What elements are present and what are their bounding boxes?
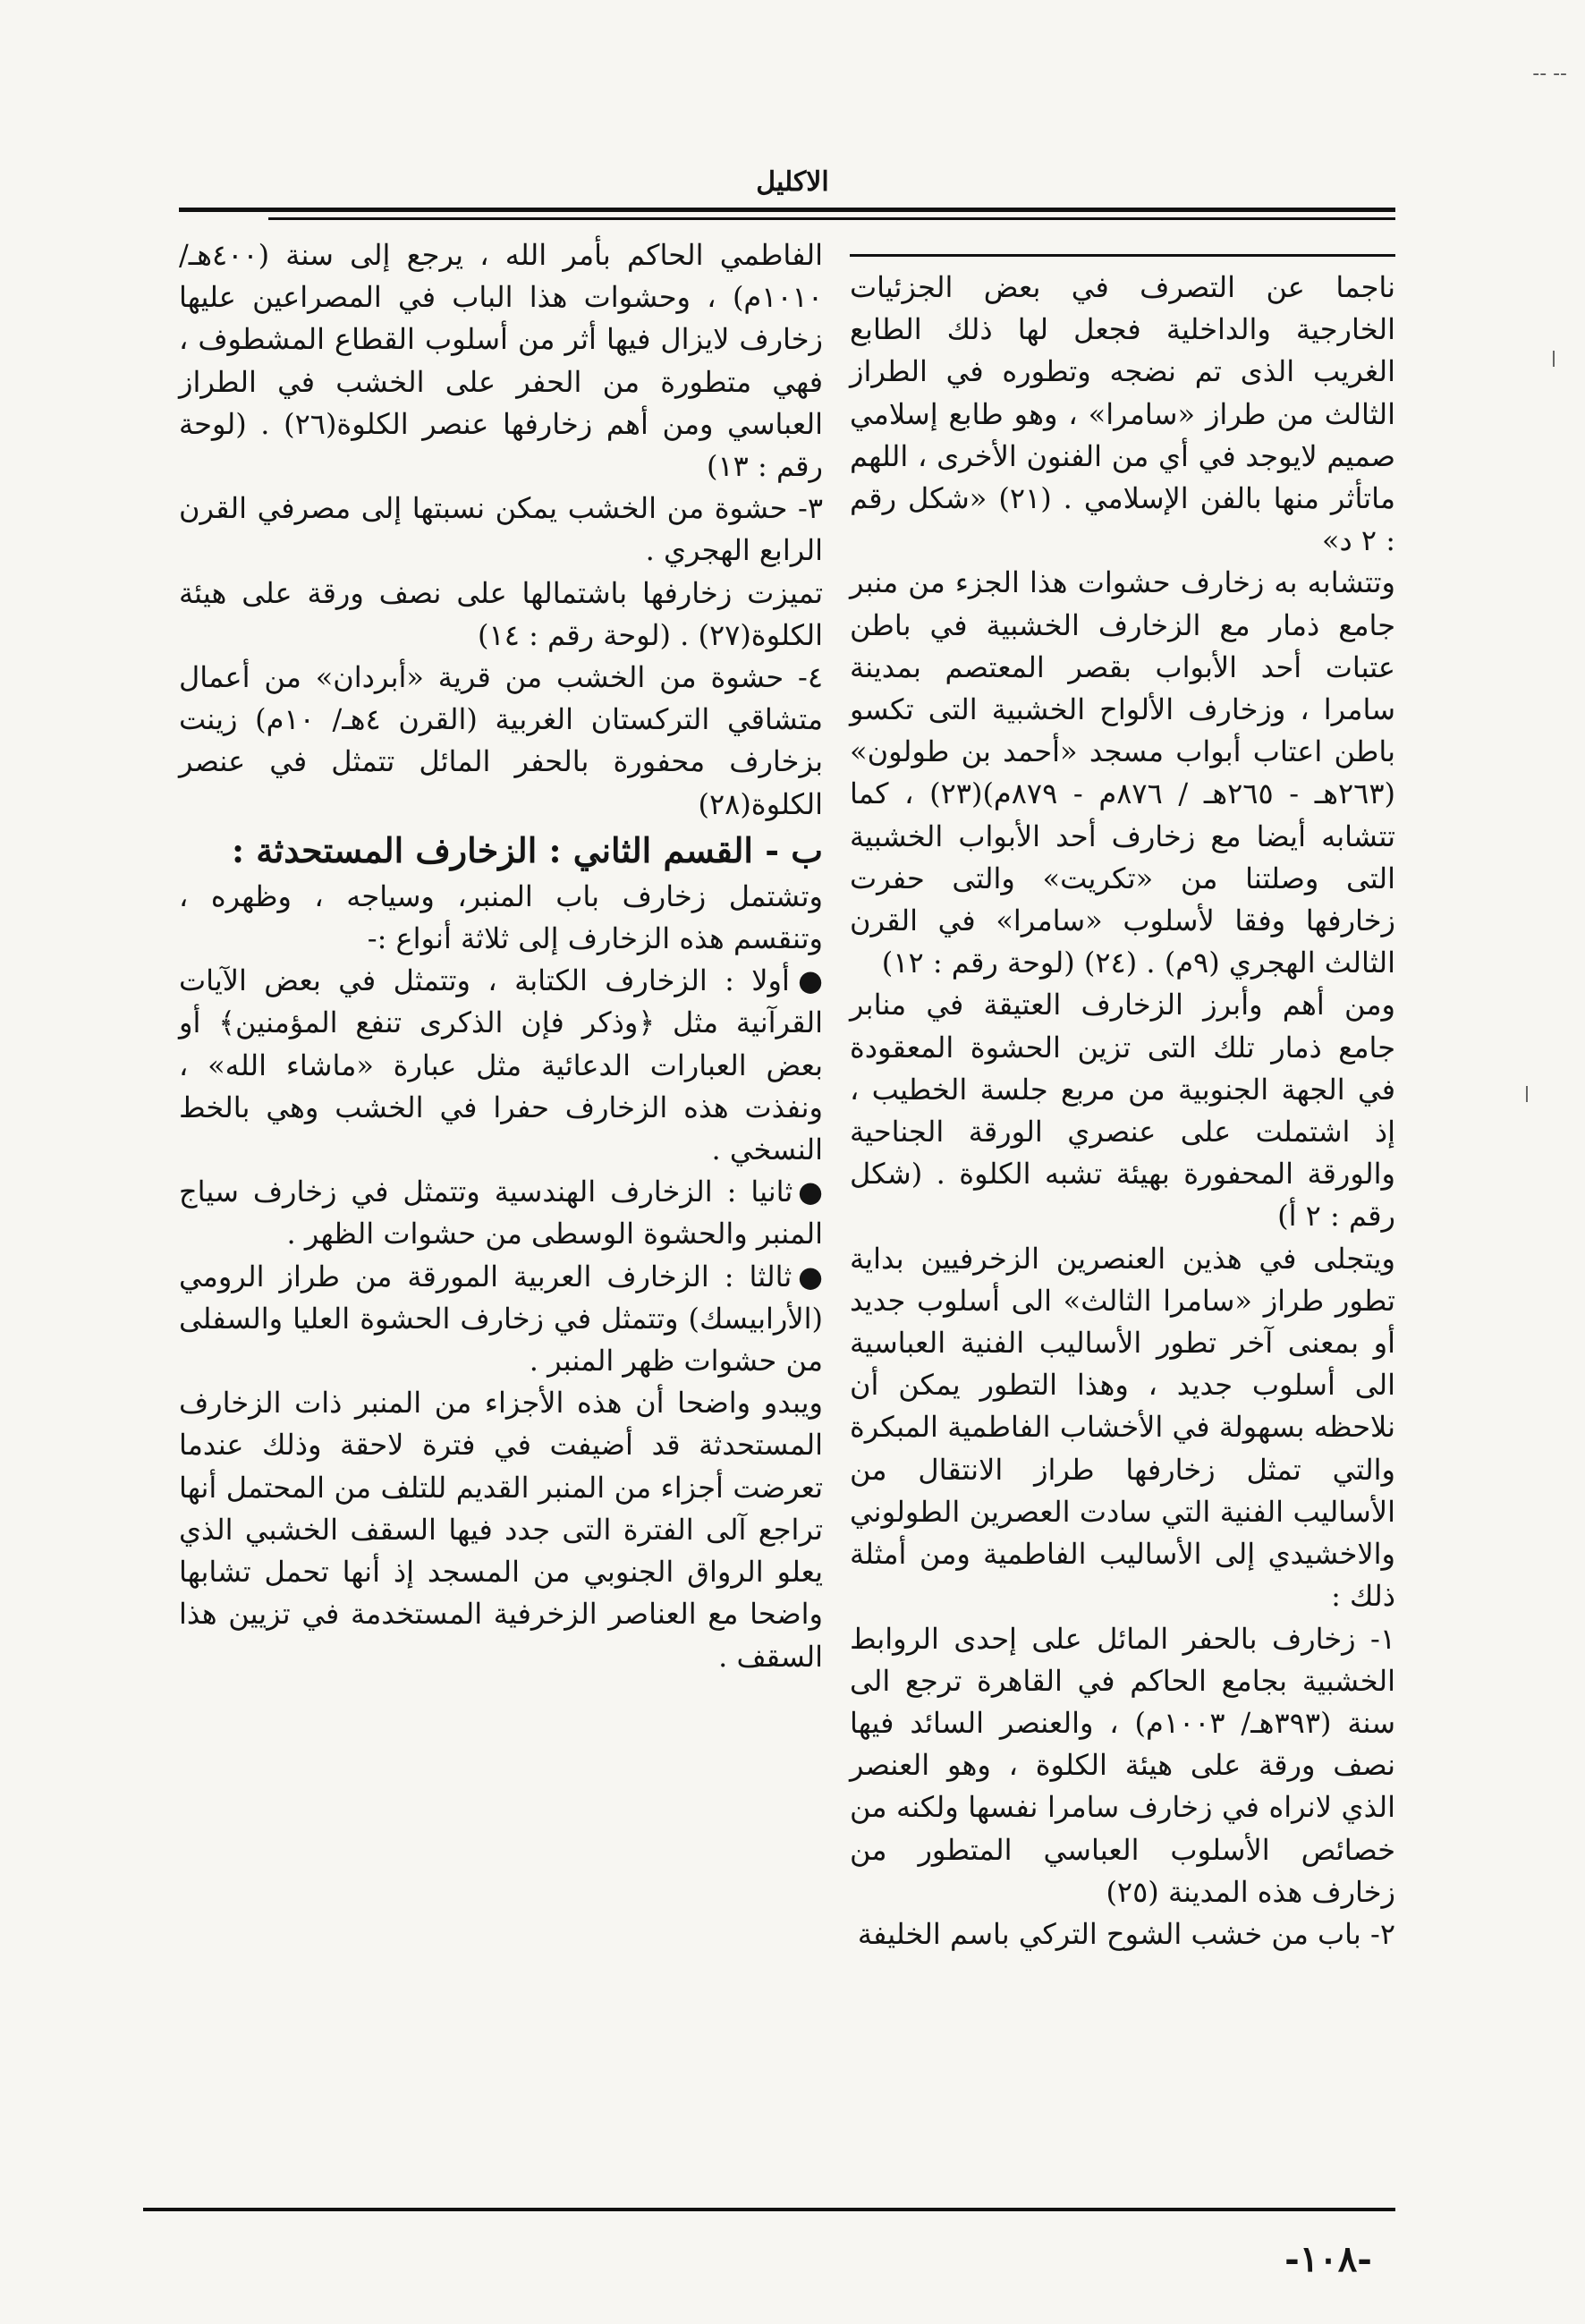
paragraph: وتتشابه به زخارف حشوات هذا الجزء من منبر جامع ذمار مع الزخارف الخشبية في باطن عتبات أحد الأبواب بقصر المعتصم بمدينة سامرا ، وزخارف الألواح الخشبية التى تكسو باطن اعتاب أبواب مسجد «أحمد بن طولون» (٢٦٣هـ - ٢٦٥هـ / ٨٧٦م - ٨٧٩م)(٢٣) ، كما تتشابه أيضا مع زخارف أحد الأبواب الخشبية التى وصلتنا من «تكريت» والتى حفرت زخارفها وفقا لأسلوب «سامرا» في القرن الثالث الهجري (٩م) . (٢٤) (لوحة رقم : ١٢): [850, 565, 1396, 980]
right-column-top-rule: [850, 254, 1395, 257]
paragraph: ناجما عن التصرف في بعض الجزئيات الخارجية والداخلية فجعل لها ذلك الطابع الغريب الذى تم نضجه وتطوره في الطراز الثالث من طراز «سامرا» ، وهو طابع إسلامي صميم لايوجد في أي من الفنون الأخرى ، اللهم ماتأثر منها بالفن الإسلامي . (٢١) «شكل رقم : ٢ د»: [850, 270, 1396, 558]
paragraph: تميزت زخارفها باشتمالها على نصف ورقة على هيئة الكلوة(٢٧) . (لوحة رقم : ١٤): [179, 575, 823, 652]
header-rule-thick: [179, 208, 1395, 212]
list-item: ●أولا : الزخارف الكتابة ، وتتمثل في بعض الآيات القرآنية مثل ﴿وذكر فإن الذكرى تنفع المؤمنين﴾ أو بعض العبارات الدعائية مثل عبارة «ماشاء الله» ، ونفذت هذه الزخارف حفرا في الخشب وهي بالخط النسخي .: [179, 963, 823, 1167]
footer-rule: [143, 2208, 1395, 2211]
paragraph: الفاطمي الحاكم بأمر الله ، يرجع إلى سنة (٤٠٠هـ/ ١٠١٠م) ، وحشوات هذا الباب في المصراعين عليها زخارف لايزال فيها أثر من أسلوب القطاع المشطوف ، فهي متطورة من الحفر على الخشب في الطراز العباسي ومن أهم زخارفها عنصر الكلوة(٢٦) . (لوحة رقم : ١٣): [179, 238, 824, 484]
section-heading: ب - القسم الثاني : الزخارف المستحدثة :: [232, 829, 823, 870]
scan-artifact: [1526, 1086, 1528, 1102]
list-item: ٤- حشوة من الخشب من قرية «أبردان» من أعمال متشاقي التركستان الغربية (القرن ٤هـ/ ١٠م) زينت بزخارف محفورة بالحفر المائل تتمثل في عنصر الكلوة(٢٨): [179, 660, 824, 821]
list-item: ●ثانيا : الزخارف الهندسية وتتمثل في زخارف سياج المنبر والحشوة الوسطى من حشوات الظهر .: [179, 1175, 823, 1251]
list-item: ١- زخارف بالحفر المائل على إحدى الروابط الخشبية بجامع الحاكم في القاهرة ترجع الى سنة (٣٩٣هـ/ ١٠٠٣م) ، والعنصر السائد فيها نصف ورقة على هيئة الكلوة ، وهو العنصر الذي لانراه في زخارف سامرا نفسها ولكنه من خصائص الأسلوب العباسي المتطور من زخارف هذه المدينة (٢٥): [850, 1621, 1396, 1909]
list-item: ٢- باب من خشب الشوح التركي باسم الخليفة: [857, 1916, 1395, 1951]
page-number: -١٠٨-: [1284, 2238, 1372, 2280]
paragraph: وتشتمل زخارف باب المنبر، وسياجه ، وظهره ، وتنقسم هذه الزخارف إلى ثلاثة أنواع :-: [179, 878, 823, 956]
list-item: ٣- حشوة من الخشب يمكن نسبتها إلى مصرفي القرن الرابع الهجري .: [179, 491, 823, 568]
right-column: [850, 267, 1395, 1955]
paragraph: ومن أهم وأبرز الزخارف العتيقة في منابر جامع ذمار تلك التى تزين الحشوة المعقودة في الجهة الجنوبية من مربع جلسة الخطيب ، إذ اشتملت على عنصري الورقة الجناحية والورقة المحفورة بهيئة تشبه الكلوة . (شكل رقم : ٢ أ): [850, 988, 1395, 1234]
scan-artifact: [1553, 351, 1555, 367]
left-column: [179, 234, 823, 1678]
running-header-title: الاكليل: [756, 166, 829, 198]
header-rule-thin: [268, 217, 1395, 220]
list-item: ●ثالثا : الزخارف العربية المورقة من طراز الرومي (الأرابيسك) وتتمثل في زخارف الحشوة العليا والسفلى من حشوات ظهر المنبر .: [179, 1259, 823, 1378]
paragraph: ويبدو واضحا أن هذه الأجزاء من المنبر ذات الزخارف المستحدثة قد أضيفت في فترة لاحقة وذلك عندما تعرضت أجزاء من المنبر القديم للتلف من المحتمل أنها تراجع آلى الفترة التى جدد فيها السقف الخشبي الذي يعلو الرواق الجنوبي من المسجد إذ أنها تحمل تشابها واضحا مع العناصر الزخرفية المستخدمة في تزيين هذا السقف .: [179, 1386, 824, 1674]
paragraph: ويتجلى في هذين العنصرين الزخرفيين بداية تطور طراز «سامرا الثالث» الى أسلوب جديد أو بمعنى آخر تطور الأساليب الفنية العباسية الى أسلوب جديد ، وهذا التطور يمكن أن نلاحظه بسهولة في الأخشاب الفاطمية المبكرة والتي تمثل زخارفها طراز الانتقال من الأساليب الفنية التي سادت العصرين الطولوني والاخشيدي إلى الأساليب الفاطمية ومن أمثلة ذلك :: [850, 1241, 1395, 1614]
corner-mark: -- --: [1532, 63, 1567, 85]
